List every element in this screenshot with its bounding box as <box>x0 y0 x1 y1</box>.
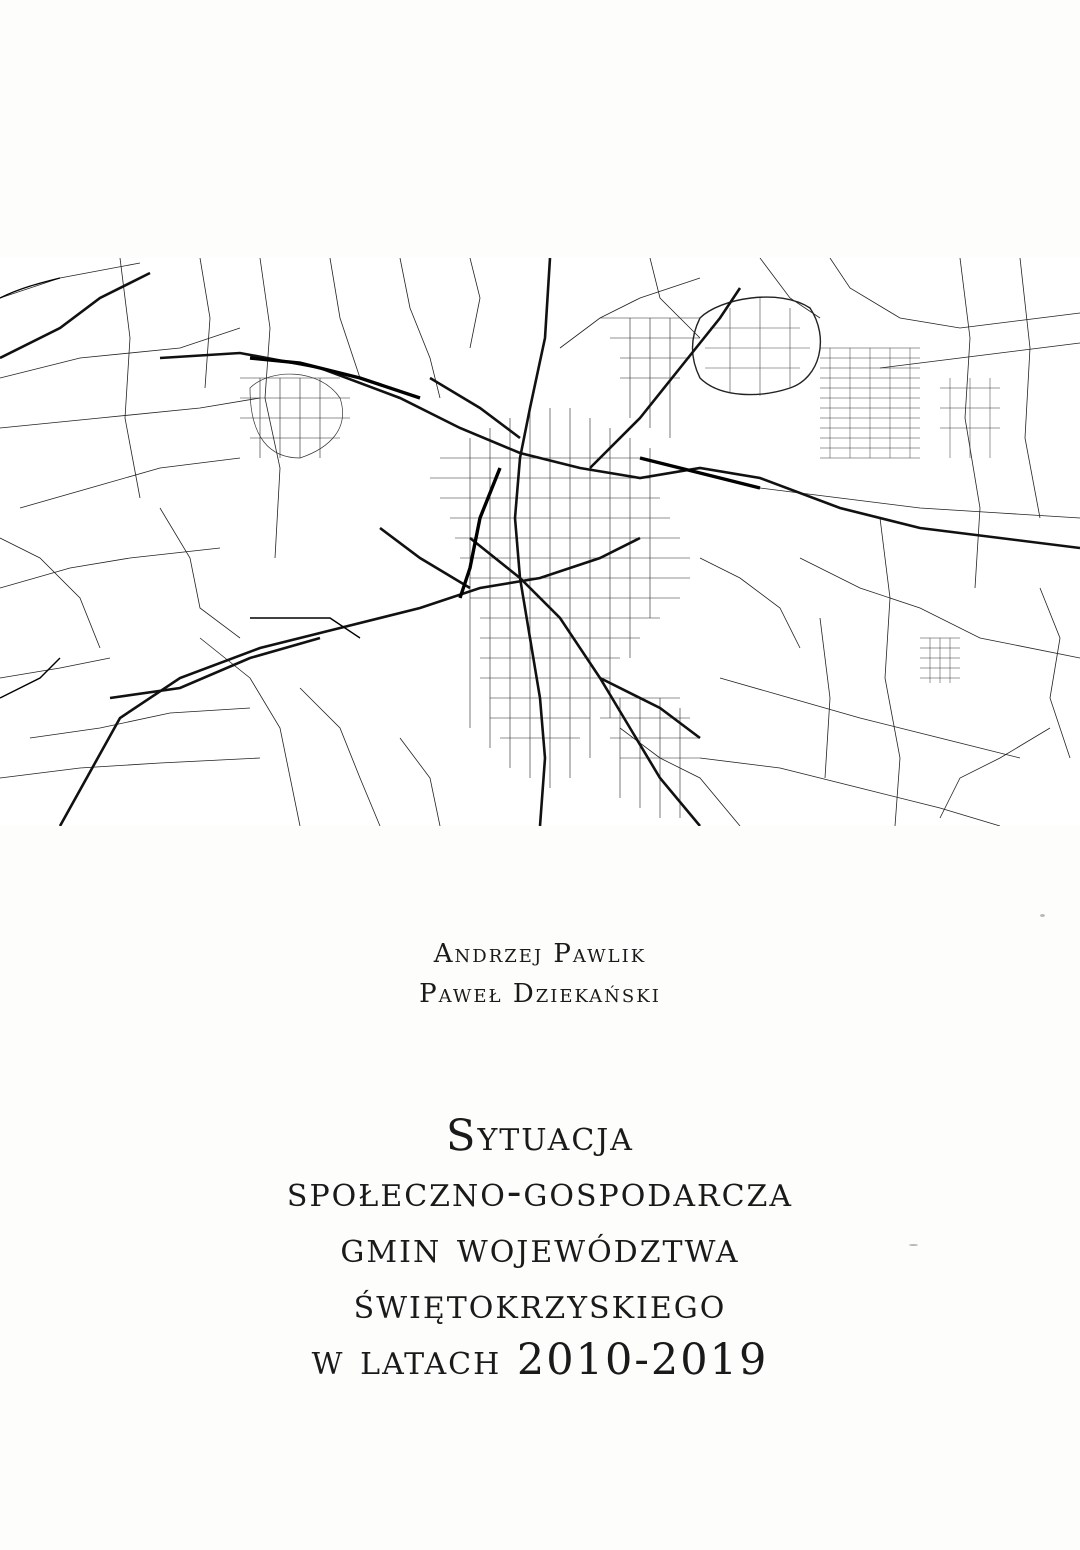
title-line: społeczno-gospodarcza <box>286 1167 794 1217</box>
author-name: Andrzej Pawlik <box>433 939 647 969</box>
title-line: w latach 2010-2019 <box>311 1335 769 1385</box>
title-line: Sytuacja <box>446 1111 634 1161</box>
scan-speck <box>909 1244 918 1246</box>
authors-block <box>0 934 1080 1014</box>
title-line: gmin województwa <box>340 1223 740 1273</box>
author-name: Paweł Dziekański <box>419 979 661 1009</box>
street-map-icon <box>0 258 1080 826</box>
title-line: świętokrzyskiego <box>353 1279 727 1329</box>
scan-speck <box>1040 914 1045 917</box>
cover-street-map <box>0 258 1080 826</box>
book-title <box>0 1108 1080 1388</box>
